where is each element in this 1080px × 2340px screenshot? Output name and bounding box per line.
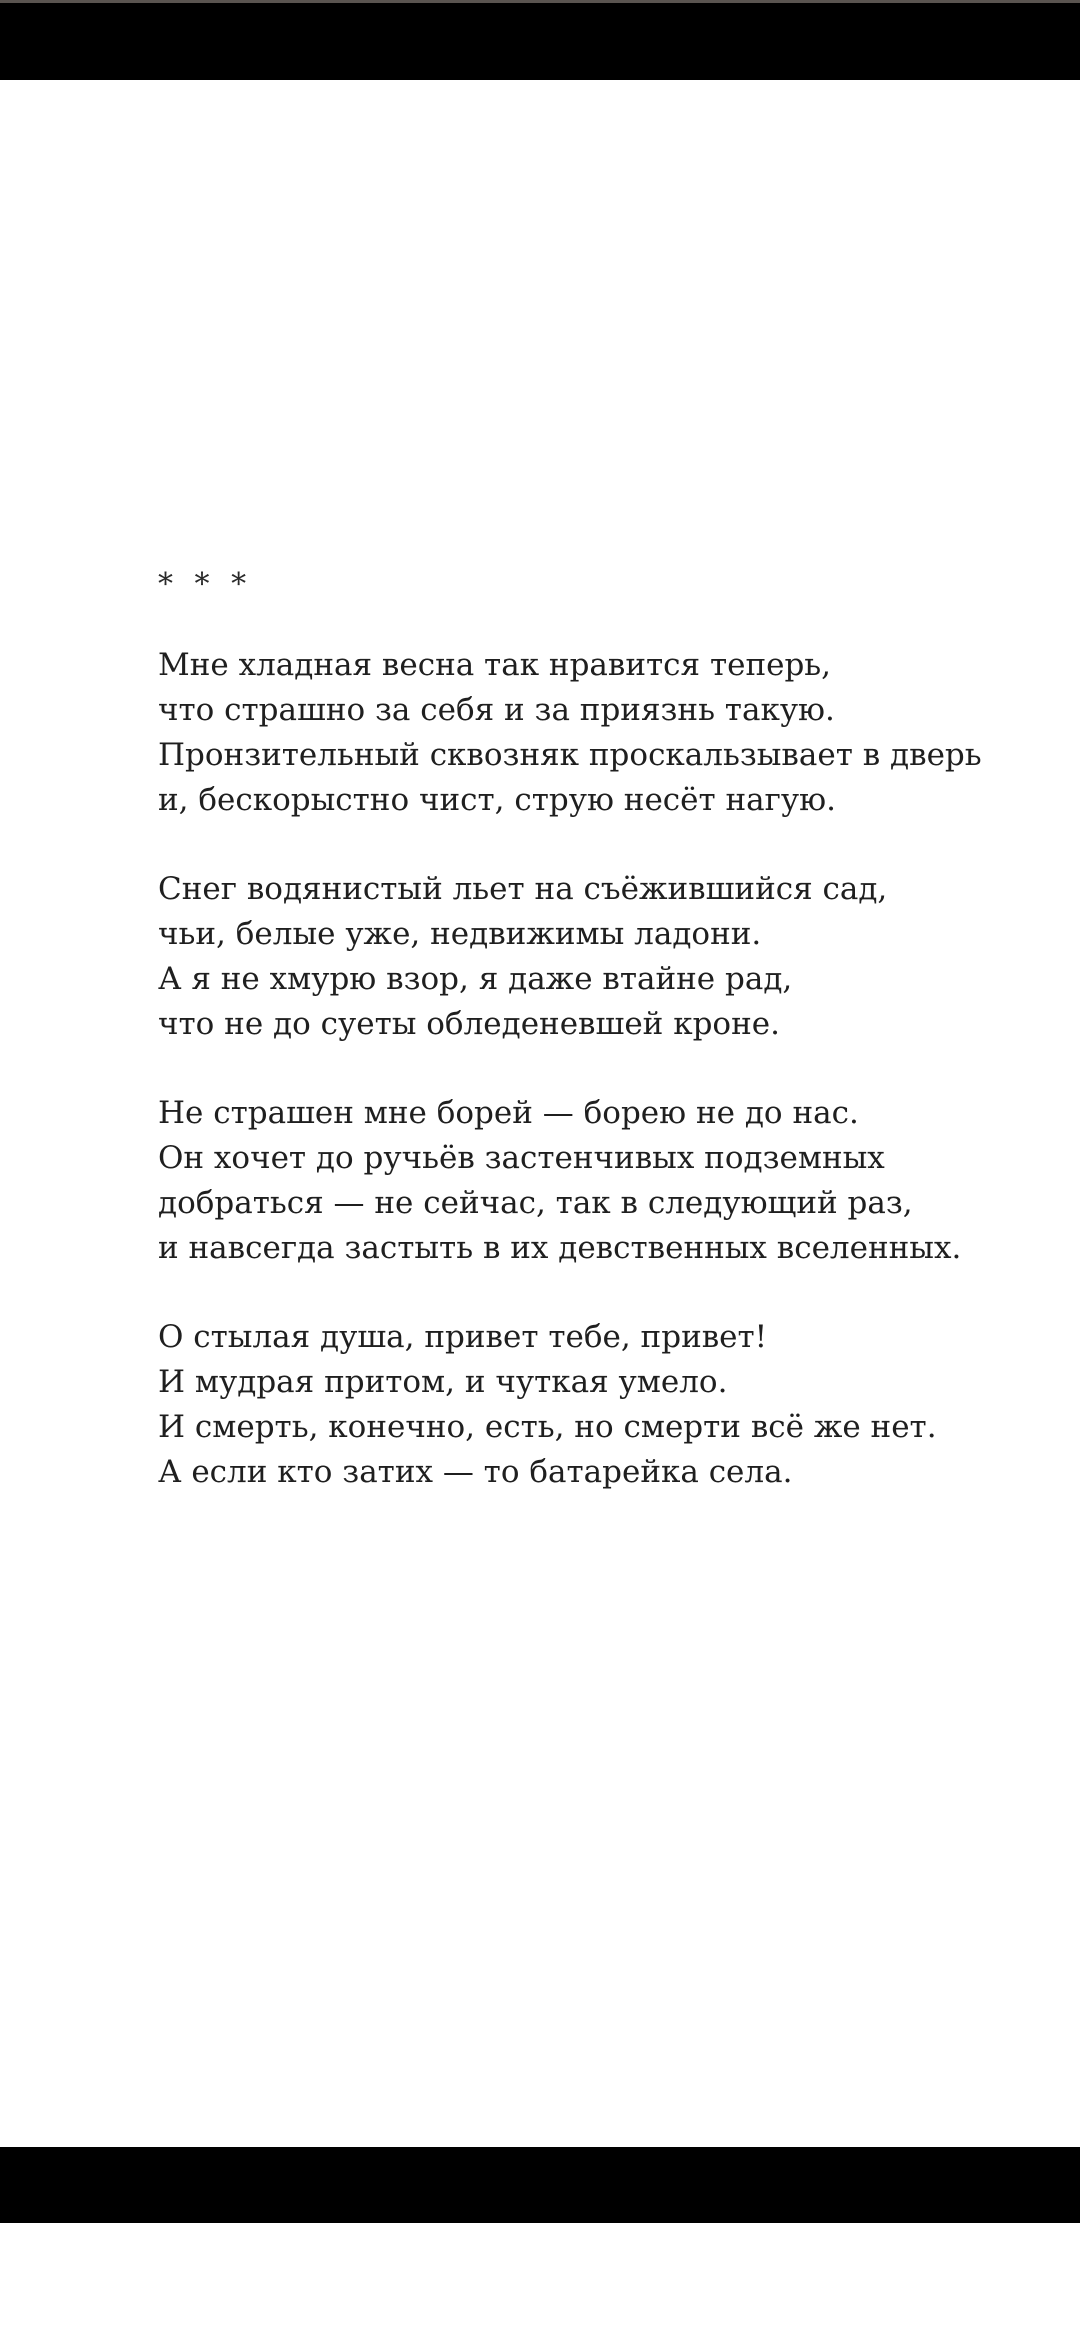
poem-line: что страшно за себя и за приязнь такую. xyxy=(158,692,835,728)
poem-ornament: * * * xyxy=(158,567,253,602)
poem-line: Не страшен мне борей — борею не до нас. xyxy=(158,1095,859,1131)
poem-line: А если кто затих — то батарейка села. xyxy=(158,1454,793,1490)
poem-line: и, бескорыстно чист, струю несёт нагую. xyxy=(158,782,836,818)
stanza-3 xyxy=(158,1091,1038,1271)
poem-line: И смерть, конечно, есть, но смерти всё же нет. xyxy=(158,1409,937,1445)
stanza-2 xyxy=(158,867,1038,1047)
poem-line: Он хочет до ручьёв застенчивых подземных xyxy=(158,1140,885,1176)
stanza-4 xyxy=(158,1315,1038,1495)
poem-line: И мудрая притом, и чуткая умело. xyxy=(158,1364,728,1400)
poem-line: Мне хладная весна так нравится теперь, xyxy=(158,647,832,683)
bottom-blank-area xyxy=(0,2223,1080,2340)
poem xyxy=(158,563,1038,1539)
navigation-bar xyxy=(0,2147,1080,2223)
poem-line: и навсегда застыть в их девственных вселенных. xyxy=(158,1230,962,1266)
status-bar xyxy=(0,0,1080,80)
poem-line: Снег водянистый льет на съёжившийся сад, xyxy=(158,871,888,907)
poem-line: что не до суеты обледеневшей кроне. xyxy=(158,1006,780,1042)
poem-line: О стылая душа, привет тебе, привет! xyxy=(158,1319,768,1355)
poem-line: А я не хмурю взор, я даже втайне рад, xyxy=(158,961,793,997)
book-page[interactable] xyxy=(0,80,1080,2147)
status-bar-edge xyxy=(0,0,1080,3)
poem-line: добраться — не сейчас, так в следующий раз, xyxy=(158,1185,913,1221)
stanza-1 xyxy=(158,643,1038,823)
poem-line: чьи, белые уже, недвижимы ладони. xyxy=(158,916,762,952)
poem-line: Пронзительный сквозняк проскальзывает в дверь xyxy=(158,737,982,773)
